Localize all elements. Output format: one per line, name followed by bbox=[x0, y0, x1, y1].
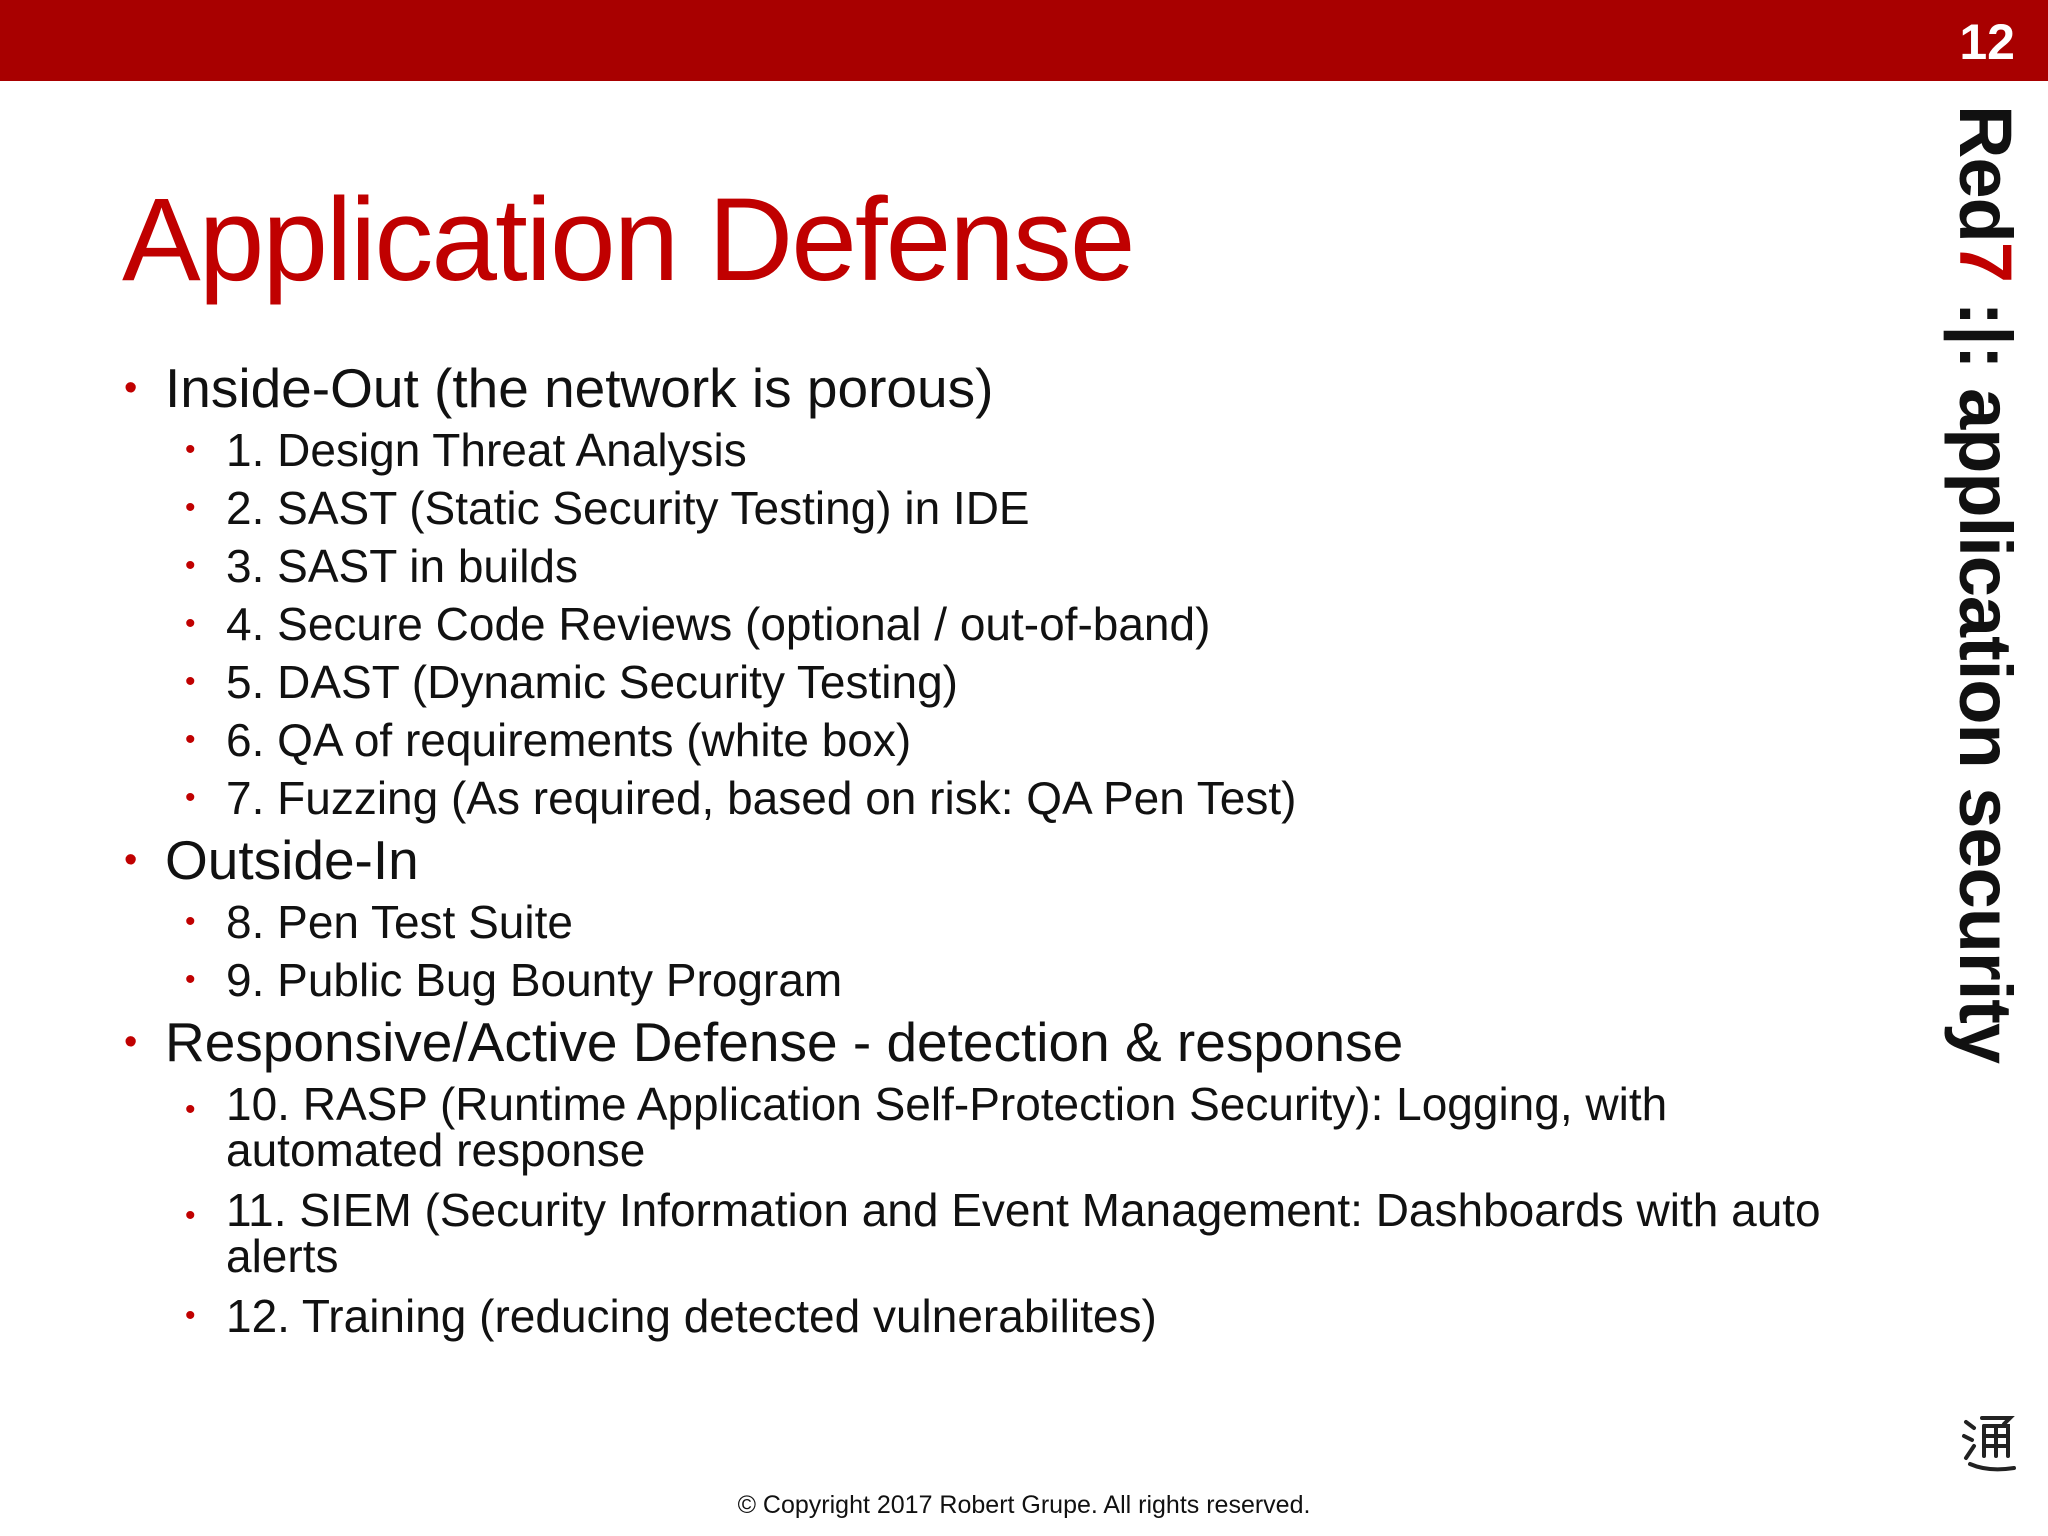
bullet-icon: • bbox=[185, 1093, 196, 1126]
list-item-text: 12. Training (reducing detected vulnerabilites) bbox=[226, 1290, 1157, 1342]
section-heading-text: Inside-Out (the network is porous) bbox=[165, 357, 994, 419]
list-item-text: 11. SIEM (Security Information and Event Management: Dashboards with auto alerts bbox=[226, 1184, 1821, 1282]
bullet-icon: • bbox=[185, 1199, 196, 1232]
list-item-text: 9. Public Bug Bounty Program bbox=[226, 954, 843, 1006]
list-item-text: 1. Design Threat Analysis bbox=[226, 424, 747, 476]
list-item-text: 10. RASP (Runtime Application Self-Protection Security): Logging, with automated response bbox=[226, 1078, 1668, 1176]
bullet-icon: • bbox=[185, 433, 196, 466]
copyright-footer: © Copyright 2017 Robert Grupe. All rights reserved. bbox=[737, 1491, 1311, 1519]
bullet-icon: • bbox=[185, 665, 196, 698]
bullet-icon: • bbox=[185, 905, 196, 938]
list-item bbox=[0, 951, 1930, 1009]
list-item bbox=[0, 653, 1930, 711]
bullet-icon: • bbox=[185, 781, 196, 814]
list-item bbox=[0, 769, 1930, 827]
bullet-icon: • bbox=[185, 491, 196, 524]
chinese-character-seal-icon bbox=[1960, 1412, 2018, 1476]
bullet-icon: • bbox=[185, 1299, 196, 1332]
bullet-icon: • bbox=[185, 549, 196, 582]
section-heading bbox=[0, 1009, 1930, 1075]
list-item bbox=[0, 711, 1930, 769]
list-item-text: 8. Pen Test Suite bbox=[226, 896, 573, 948]
section-heading-text: Outside-In bbox=[165, 829, 419, 891]
vertical-brand-label bbox=[1945, 105, 2025, 1185]
top-bar bbox=[0, 0, 2048, 81]
list-item bbox=[0, 1181, 1936, 1287]
brand-text bbox=[1945, 105, 2025, 1063]
list-item-text: 4. Secure Code Reviews (optional / out-of-band) bbox=[226, 598, 1211, 650]
list-item-text: 3. SAST in builds bbox=[226, 540, 579, 592]
brand-part-seven: 7 bbox=[1944, 241, 2027, 282]
list-item bbox=[0, 595, 1930, 653]
slide-title: Application Defense bbox=[122, 174, 1134, 306]
list-item bbox=[0, 893, 1930, 951]
bullet-icon: • bbox=[185, 963, 196, 996]
list-item-text: 7. Fuzzing (As required, based on risk: QA Pen Test) bbox=[226, 772, 1297, 824]
section-heading bbox=[0, 827, 1930, 893]
list-item bbox=[0, 479, 1930, 537]
bullet-icon: • bbox=[185, 607, 196, 640]
bullet-icon: • bbox=[124, 1021, 138, 1063]
bullet-icon: • bbox=[124, 839, 138, 881]
section-heading bbox=[0, 355, 1930, 421]
list-item bbox=[0, 1075, 1756, 1181]
list-item bbox=[0, 537, 1930, 595]
bullet-icon: • bbox=[124, 367, 138, 409]
list-item-text: 5. DAST (Dynamic Security Testing) bbox=[226, 656, 958, 708]
brand-part-red: Red bbox=[1944, 105, 2027, 242]
list-item-text: 6. QA of requirements (white box) bbox=[226, 714, 912, 766]
list-item bbox=[0, 421, 1930, 479]
brand-part-tagline: :|: application security bbox=[1944, 281, 2027, 1064]
list-item bbox=[0, 1287, 1930, 1345]
bullet-list bbox=[0, 355, 1930, 1345]
list-item-text: 2. SAST (Static Security Testing) in IDE bbox=[226, 482, 1030, 534]
section-heading-text: Responsive/Active Defense - detection & response bbox=[165, 1011, 1404, 1073]
bullet-icon: • bbox=[185, 723, 196, 756]
slide-number: 12 bbox=[1959, 14, 2015, 70]
